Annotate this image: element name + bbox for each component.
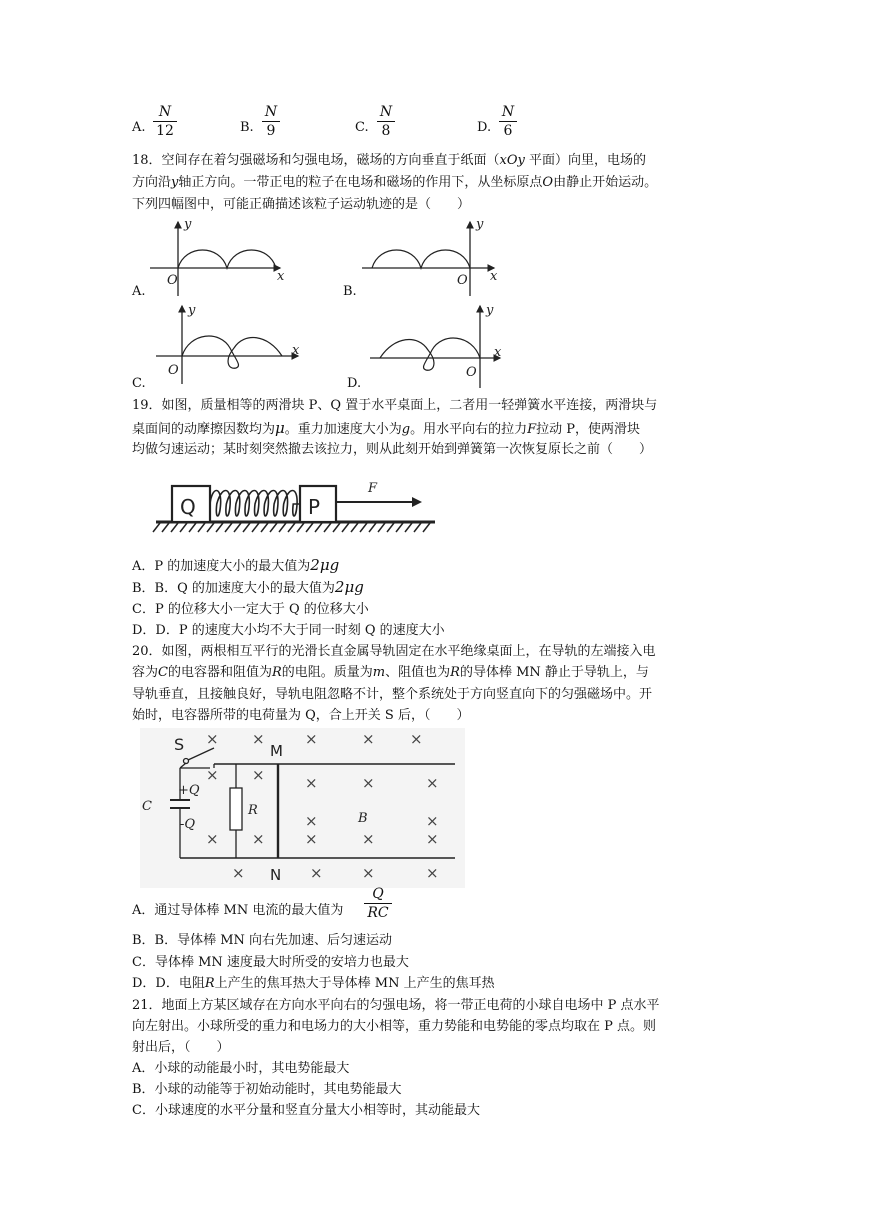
x-axis-label: x: [494, 345, 502, 360]
capacitor-negative-charge: -Q: [180, 817, 196, 832]
field-cross-mark: ×: [305, 830, 318, 848]
q20-text: 、阻值也为: [385, 665, 451, 680]
fraction-denominator: 12: [156, 123, 174, 139]
fraction-denominator: 6: [503, 123, 513, 139]
q18-option-b-label: B.: [343, 284, 357, 299]
q20-option-a-text: A．通过导体棒 MN 电流的最大值为: [132, 903, 344, 918]
x-axis-label: x: [490, 269, 498, 284]
fraction-numerator: N: [501, 104, 515, 120]
q18-stem-line-3: 下列四幅图中，可能正确描述该粒子运动轨迹的是（ ）: [132, 197, 471, 212]
field-cross-mark: ×: [252, 766, 265, 784]
q18-text: 平面）向里，电场的: [524, 153, 647, 168]
q19-figure-slider-spring: [150, 470, 440, 550]
q19-option-c: C．P 的位移大小一定大于 Q 的位移大小: [132, 602, 369, 617]
q20-option-d-text: D．D．电阻: [132, 976, 205, 991]
q17-option-b-letter: B.: [240, 120, 254, 135]
q19-mu-math: μ: [275, 419, 285, 437]
capacitor-positive-charge: +Q: [178, 783, 200, 798]
fraction-denominator: 9: [266, 123, 276, 139]
q19-option-a: [132, 556, 339, 576]
q18-figure-b: [362, 218, 502, 298]
q20-option-d-r-math: R: [204, 976, 215, 991]
q19-option-b-text: B．B．Q 的加速度大小的最大值为: [132, 581, 335, 596]
q20-m-math: m: [372, 665, 386, 680]
q18-text: 方向沿: [132, 175, 172, 190]
resistor-label: R: [248, 803, 258, 818]
capacitor-label: C: [142, 799, 152, 814]
field-cross-mark: ×: [362, 774, 375, 792]
q19-g-math: g: [401, 422, 411, 437]
q20-stem-line-3: 导轨垂直，且接触良好，导轨电阻忽略不计，整个系统处于方向竖直向下的匀强磁场中。开: [132, 687, 653, 702]
block-q-label: Q: [180, 495, 196, 519]
q20-stem-line-4: 始时，电容器所带的电荷量为 Q，合上开关 S 后，（ ）: [132, 708, 470, 723]
field-cross-mark: ×: [426, 864, 439, 882]
y-axis-label: y: [476, 217, 484, 232]
q19-text: 桌面间的动摩擦因数均为: [132, 422, 276, 437]
field-cross-mark: ×: [310, 864, 323, 882]
field-cross-mark: ×: [362, 730, 375, 748]
q20-text: 的电阻。质量为: [281, 665, 373, 680]
q18-figure-a: [150, 218, 290, 298]
q19-option-b: [132, 578, 364, 598]
q21-option-c: C．小球速度的水平分量和竖直分量大小相等时，其动能最大: [132, 1103, 480, 1118]
field-cross-mark: ×: [252, 830, 265, 848]
q19-stem-line-2: [132, 419, 640, 439]
q19-text: 。用水平向右的拉力: [410, 422, 528, 437]
q20-option-c: C．导体棒 MN 速度最大时所受的安培力也最大: [132, 955, 409, 970]
field-cross-mark: ×: [305, 774, 318, 792]
q20-text: 的电容器和阻值为: [167, 665, 272, 680]
magnetic-field-label: B: [358, 811, 368, 826]
switch-label: S: [174, 735, 185, 754]
q17-option-c-letter: C.: [355, 120, 369, 135]
q19-option-d: D．D．P 的速度大小均不大于同一时刻 Q 的速度大小: [132, 623, 445, 638]
rod-end-m-label: M: [270, 742, 283, 760]
q18-figure-c: [156, 302, 306, 384]
q18-figure-d: [370, 302, 510, 388]
q20-c-math: C: [158, 665, 168, 680]
origin-label: O: [457, 273, 468, 288]
y-axis-label: y: [188, 303, 196, 318]
q19-text: 拉动 P，使两滑块: [536, 422, 641, 437]
field-cross-mark: ×: [206, 766, 219, 784]
q19-option-a-text: A．P 的加速度大小的最大值为: [132, 559, 311, 574]
field-cross-mark: ×: [305, 812, 318, 830]
q21-option-a: A．小球的动能最小时，其电势能最大: [132, 1061, 350, 1076]
field-cross-mark: ×: [426, 812, 439, 830]
block-p-label: P: [308, 495, 321, 519]
field-cross-mark: ×: [305, 730, 318, 748]
x-axis-label: x: [277, 269, 285, 284]
y-axis-label: y: [486, 303, 494, 318]
q19-stem-line-1: 19．如图，质量相等的两滑块 P、Q 置于水平桌面上，二者用一轻弹簧水平连接，两滑块与: [132, 398, 658, 413]
q20-figure-circuit: [140, 728, 465, 888]
q17-option-d-fraction: [499, 104, 517, 139]
q20-option-b: B．B．导体棒 MN 向右先加速、后匀速运动: [132, 933, 393, 948]
field-cross-mark: ×: [410, 730, 423, 748]
q18-plane-math: xOy: [499, 153, 525, 168]
origin-label: O: [167, 273, 178, 288]
q18-stem-line-1: [132, 152, 646, 170]
q17-option-a-letter: A.: [132, 120, 146, 135]
field-cross-mark: ×: [362, 830, 375, 848]
fraction-denominator: RC: [367, 905, 389, 921]
field-cross-mark: ×: [362, 864, 375, 882]
fraction-denominator: 8: [381, 123, 391, 139]
field-cross-mark: ×: [232, 864, 245, 882]
origin-label: O: [466, 365, 477, 380]
fraction-numerator: N: [264, 104, 278, 120]
q20-r-math: R: [450, 665, 460, 680]
q20-text: 的导体棒 MN 静止于导轨上，与: [459, 665, 649, 680]
q18-y-math: y: [171, 175, 179, 190]
q17-option-d-letter: D.: [477, 120, 492, 135]
q21-stem-line-3: 射出后，（ ）: [132, 1040, 230, 1055]
q17-option-a-fraction: [153, 104, 177, 139]
q18-text: 18．空间存在着匀强磁场和匀强电场，磁场的方向垂直于纸面（: [132, 153, 500, 168]
q18-text: 由静止开始运动。: [553, 175, 658, 190]
q19-option-b-math: 2μg: [334, 578, 364, 596]
q21-stem-line-2: 向左射出。小球所受的重力和电场力的大小相等，重力势能和电势能的零点均取在 P 点。则: [132, 1019, 657, 1034]
field-cross-mark: ×: [206, 830, 219, 848]
fraction-numerator: Q: [372, 886, 384, 902]
q19-stem-line-3: 均做匀速运动；某时刻突然撤去该拉力，则从此刻开始到弹簧第一次恢复原长之前（ ）: [132, 442, 653, 457]
field-cross-mark: ×: [206, 730, 219, 748]
rod-end-n-label: N: [270, 866, 282, 884]
q18-option-d-label: D.: [347, 376, 362, 391]
q20-option-a: [132, 902, 343, 920]
q17-option-c-fraction: [377, 104, 395, 139]
q20-stem-line-1: 20．如图，两根相互平行的光滑长直金属导轨固定在水平绝缘桌面上，在导轨的左端接入电: [132, 644, 656, 659]
q18-stem-line-2: [132, 174, 657, 192]
q19-option-a-math: 2μg: [310, 556, 340, 574]
field-cross-mark: ×: [426, 830, 439, 848]
q20-r-math: R: [271, 665, 282, 680]
q17-option-b-fraction: [262, 104, 280, 139]
fraction-numerator: N: [379, 104, 393, 120]
x-axis-label: x: [292, 343, 300, 358]
y-axis-label: y: [184, 217, 192, 232]
q19-f-math: F: [527, 422, 537, 437]
q18-text: 轴正方向。一带正电的粒子在电场和磁场的作用下，从坐标原点: [178, 175, 543, 190]
q18-o-math: O: [542, 175, 554, 190]
q20-text: 容为: [132, 665, 159, 680]
q19-text: 。重力加速度大小为: [284, 422, 402, 437]
q20-option-a-fraction: [364, 886, 392, 921]
q21-stem-line-1: 21．地面上方某区域存在方向水平向右的匀强电场，将一带正电荷的小球自电场中 P 点水平: [132, 998, 660, 1013]
field-cross-mark: ×: [426, 774, 439, 792]
fraction-numerator: N: [158, 104, 172, 120]
force-label: F: [368, 481, 378, 496]
q20-stem-line-2: [132, 664, 649, 682]
origin-label: O: [168, 363, 179, 378]
q21-option-b: B．小球的动能等于初始动能时，其电势能最大: [132, 1082, 402, 1097]
q20-option-d: [132, 975, 495, 993]
field-cross-mark: ×: [252, 730, 265, 748]
q18-option-c-label: C.: [132, 376, 146, 391]
q18-option-a-label: A.: [132, 284, 146, 299]
q20-option-d-text: 上产生的焦耳热大于导体棒 MN 上产生的焦耳热: [214, 976, 495, 991]
